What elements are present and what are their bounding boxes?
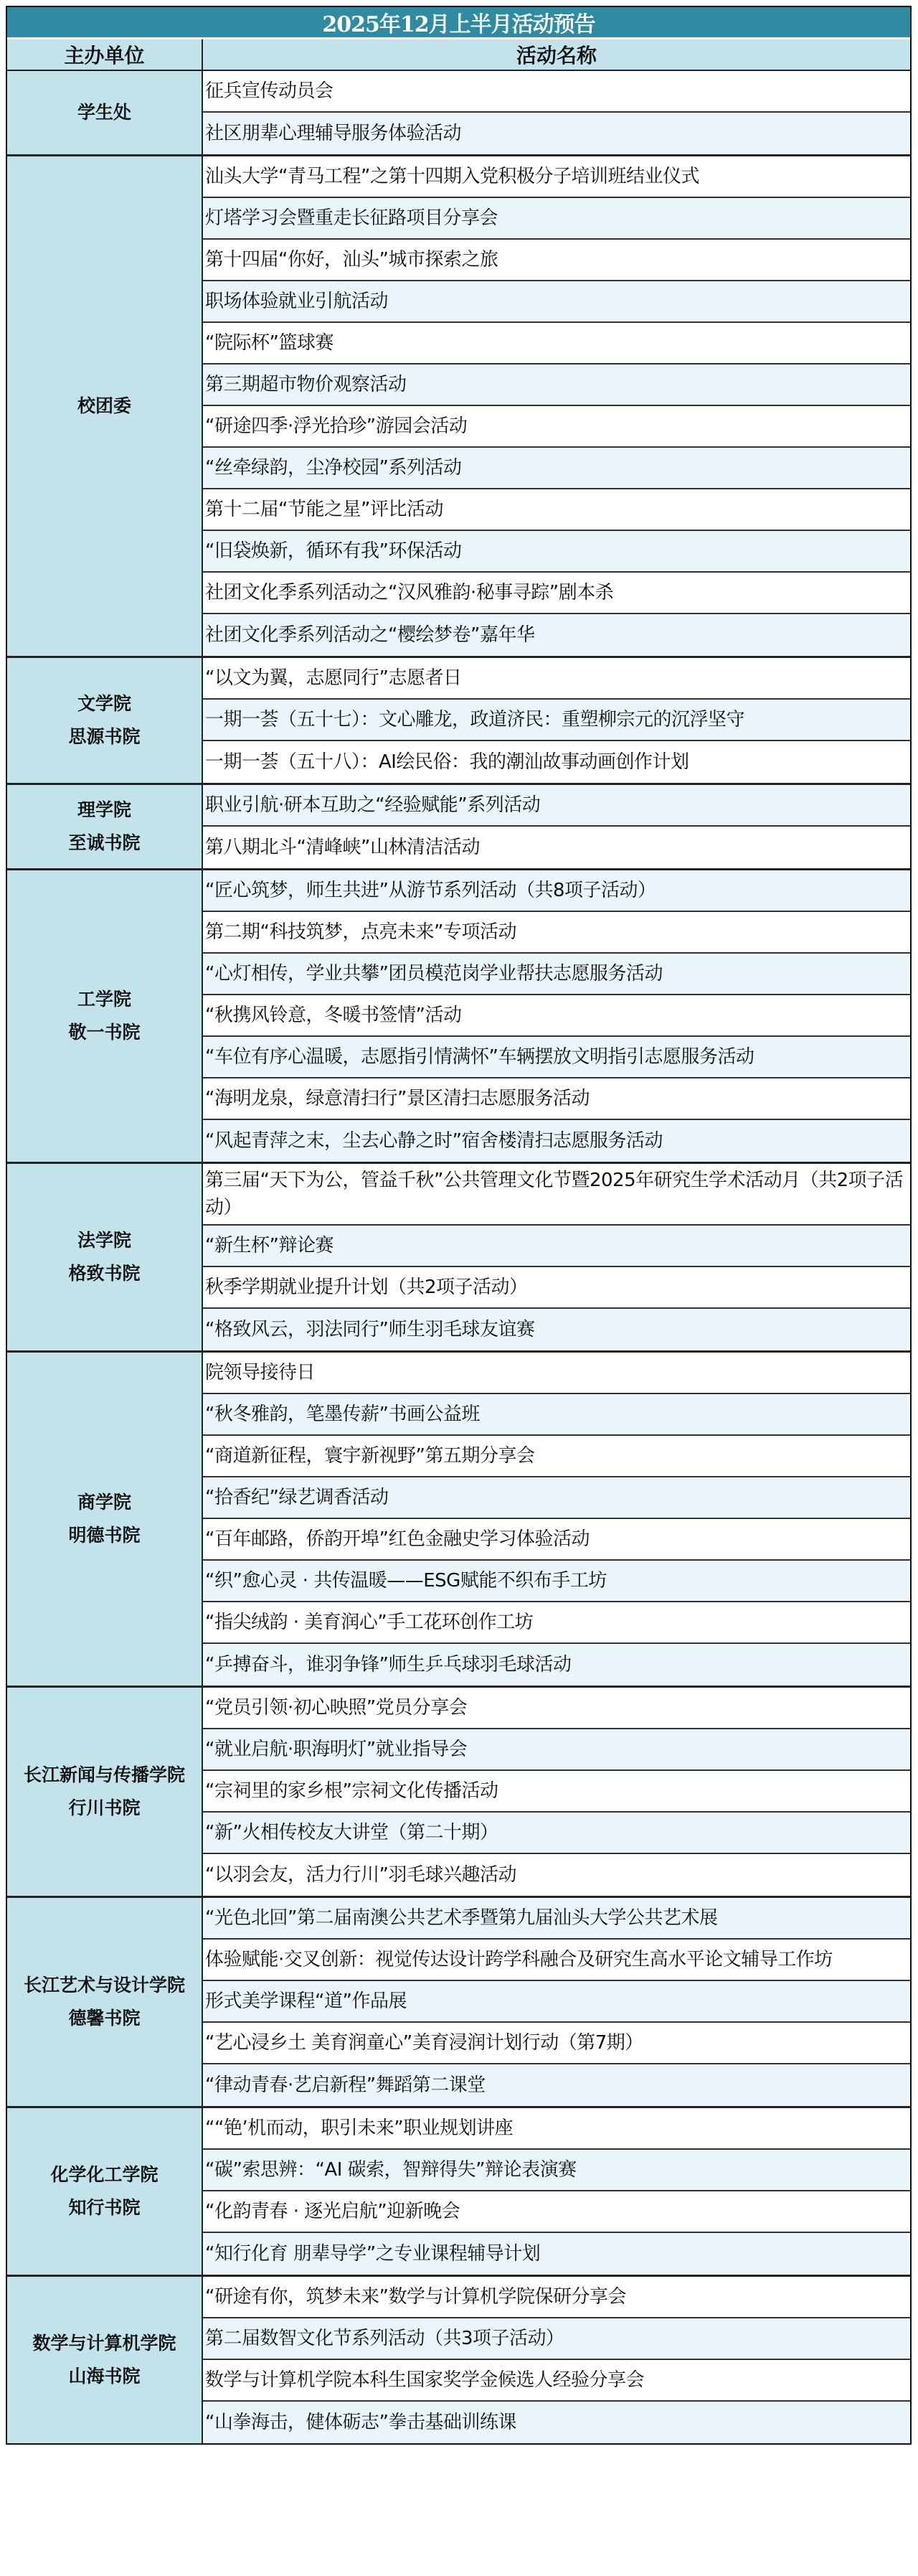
activity-row: 汕头大学“青马工程”之第十四期入党积极分子培训班结业仪式	[203, 156, 910, 198]
org-cell	[7, 870, 203, 1162]
org-section	[7, 2108, 910, 2277]
org-name-line: 法学院	[77, 1230, 131, 1251]
activity-row: “乒搏奋斗，谁羽争锋”师生乒乓球羽毛球活动	[203, 1644, 910, 1686]
activity-row: “研途四季·浮光拾珍”游园会活动	[203, 406, 910, 448]
activity-row: “新生杯”辩论赛	[203, 1226, 910, 1267]
activity-row: 形式美学课程“道”作品展	[203, 1981, 910, 2023]
activity-row: “党员引领·初心映照”党员分享会	[203, 1688, 910, 1729]
activity-row: “海明龙泉，绿意清扫行”景区清扫志愿服务活动	[203, 1078, 910, 1120]
column-header-org: 主办单位	[7, 39, 203, 70]
activity-row: “风起青萍之末，尘去心静之时”宿舍楼清扫志愿服务活动	[203, 1120, 910, 1162]
org-name-line: 知行书院	[68, 2197, 141, 2218]
org-cell	[7, 71, 203, 154]
activity-row: “秋携风铃意，冬暖书签情”活动	[203, 995, 910, 1037]
activity-row: 第二期“科技筑梦，点亮未来”专项活动	[203, 912, 910, 954]
org-name-line: 数学与计算机学院	[32, 2333, 176, 2354]
org-cell	[7, 1688, 203, 1896]
org-name-line: 文学院	[77, 693, 131, 714]
activity-row: “秋冬雅韵，笔墨传薪”书画公益班	[203, 1394, 910, 1436]
activity-row: 职场体验就业引航活动	[203, 281, 910, 323]
org-name-line: 学生处	[77, 102, 131, 123]
activity-list	[203, 785, 910, 868]
activity-row: 体验赋能·交叉创新：视觉传达设计跨学科融合及研究生高水平论文辅导工作坊	[203, 1940, 910, 1981]
activity-row: “织”愈心灵 · 共传温暖——ESG赋能不织布手工坊	[203, 1561, 910, 1602]
activity-row: “艺心浸乡土 美育润童心”美育浸润计划行动（第7期）	[203, 2023, 910, 2064]
org-cell	[7, 785, 203, 868]
table-body	[7, 71, 910, 2443]
activity-row: 社团文化季系列活动之“樱绘梦卷”嘉年华	[203, 614, 910, 656]
activity-list	[203, 2108, 910, 2275]
activity-list	[203, 1164, 910, 1350]
activity-row: “碳”索思辨：“AI 碳索，智辩得失”辩论表演赛	[203, 2150, 910, 2191]
activity-row: 第三期超市物价观察活动	[203, 365, 910, 406]
activity-row: “丝牵绿韵，尘净校园”系列活动	[203, 448, 910, 489]
org-name-line: 长江艺术与设计学院	[23, 1975, 185, 1996]
activity-row: 第二届数智文化节系列活动（共3项子活动）	[203, 2318, 910, 2360]
org-name-line: 长江新闻与传播学院	[23, 1764, 185, 1785]
activity-row: “商道新征程，寰宇新视野”第五期分享会	[203, 1436, 910, 1477]
org-name-line: 化学化工学院	[50, 2164, 158, 2185]
org-cell	[7, 1164, 203, 1350]
activity-row: “百年邮路，侨韵开埠”红色金融史学习体验活动	[203, 1519, 910, 1561]
activity-row: “宗祠里的家乡根”宗祠文化传播活动	[203, 1771, 910, 1813]
activity-row: 灯塔学习会暨重走长征路项目分享会	[203, 198, 910, 240]
activity-row: “就业启航·职海明灯”就业指导会	[203, 1729, 910, 1771]
org-name-line: 工学院	[77, 989, 131, 1010]
activity-list	[203, 156, 910, 656]
org-section	[7, 71, 910, 156]
activity-row: 第十四届“你好，汕头”城市探索之旅	[203, 240, 910, 281]
org-name-line: 行川书院	[68, 1797, 141, 1818]
org-section	[7, 658, 910, 785]
org-name-line: 商学院	[77, 1492, 131, 1513]
activity-list	[203, 1353, 910, 1686]
activity-row: “以羽会友，活力行川”羽毛球兴趣活动	[203, 1854, 910, 1896]
activity-row: “车位有序心温暖，志愿指引情满怀”车辆摆放文明指引志愿服务活动	[203, 1037, 910, 1078]
org-cell	[7, 156, 203, 656]
activity-row: 第十二届“节能之星”评比活动	[203, 489, 910, 531]
org-cell	[7, 2108, 203, 2275]
activity-row: “指尖绒韵 · 美育润心”手工花环创作工坊	[203, 1602, 910, 1644]
org-section	[7, 1898, 910, 2108]
table-title: 2025年12月上半月活动预告	[7, 7, 910, 39]
activity-row: 征兵宣传动员会	[203, 71, 910, 113]
org-section	[7, 2277, 910, 2443]
activity-row: “以文为翼，志愿同行”志愿者日	[203, 658, 910, 700]
activity-row: 一期一荟（五十七）：文心雕龙，政道济民：重塑柳宗元的沉浮坚守	[203, 700, 910, 741]
org-name-line: 山海书院	[68, 2366, 141, 2387]
org-cell	[7, 1898, 203, 2106]
activity-schedule-table	[6, 6, 912, 2445]
activity-row: 秋季学期就业提升计划（共2项子活动）	[203, 1267, 910, 1309]
activity-row: 数学与计算机学院本科生国家奖学金候选人经验分享会	[203, 2360, 910, 2402]
org-name-line: 德馨书院	[68, 2008, 141, 2029]
activity-row: 职业引航·研本互助之“经验赋能”系列活动	[203, 785, 910, 827]
table-header-row	[7, 39, 910, 71]
org-cell	[7, 2277, 203, 2443]
activity-row: “匠心筑梦，师生共进”从游节系列活动（共8项子活动）	[203, 870, 910, 912]
activity-row: 社团文化季系列活动之“汉风雅韵·秘事寻踪”剧本杀	[203, 573, 910, 614]
activity-row: “化韵青春 · 逐光启航”迎新晚会	[203, 2191, 910, 2233]
activity-row: “山拳海击，健体砺志”拳击基础训练课	[203, 2402, 910, 2443]
org-name-line: 格致书院	[68, 1263, 141, 1284]
org-name-line: 至诚书院	[68, 832, 141, 853]
activity-row: “新”火相传校友大讲堂（第二十期）	[203, 1813, 910, 1854]
org-section	[7, 1688, 910, 1898]
activity-row: ““铯’机而动，职引未来”职业规划讲座	[203, 2108, 910, 2150]
column-header-activity: 活动名称	[516, 44, 597, 67]
activity-row: “旧袋焕新，循环有我”环保活动	[203, 531, 910, 573]
org-name-line: 敬一书院	[68, 1022, 141, 1043]
org-section	[7, 785, 910, 870]
activity-list	[203, 2277, 910, 2443]
activity-row: 院领导接待日	[203, 1353, 910, 1394]
activity-row: “知行化育 朋辈导学”之专业课程辅导计划	[203, 2233, 910, 2275]
activity-row: “拾香纪”绿艺调香活动	[203, 1477, 910, 1519]
activity-row: “律动青春·艺启新程”舞蹈第二课堂	[203, 2064, 910, 2106]
activity-list	[203, 1688, 910, 1896]
activity-row: 社区朋辈心理辅导服务体验活动	[203, 113, 910, 154]
activity-row: 第三届“天下为公，管益千秋”公共管理文化节暨2025年研究生学术活动月（共2项子活动）	[203, 1164, 910, 1226]
activity-row: 第八期北斗“清峰峡”山林清洁活动	[203, 827, 910, 868]
activity-list	[203, 658, 910, 783]
org-name-line: 理学院	[77, 799, 131, 820]
activity-row: “光色北回”第二届南澳公共艺术季暨第九届汕头大学公共艺术展	[203, 1898, 910, 1940]
activity-list	[203, 71, 910, 154]
org-cell	[7, 658, 203, 783]
org-section	[7, 156, 910, 658]
activity-row: “研途有你，筑梦未来”数学与计算机学院保研分享会	[203, 2277, 910, 2318]
org-section	[7, 870, 910, 1164]
activity-row: “院际杯”篮球赛	[203, 323, 910, 365]
org-name-line: 明德书院	[68, 1525, 141, 1546]
org-section	[7, 1164, 910, 1353]
org-name-line: 校团委	[77, 395, 131, 416]
org-section	[7, 1353, 910, 1688]
activity-row: 一期一荟（五十八）：AI绘民俗：我的潮汕故事动画创作计划	[203, 741, 910, 783]
activity-list	[203, 870, 910, 1162]
org-name-line: 思源书院	[68, 726, 141, 747]
activity-row: “心灯相传，学业共攀”团员模范岗学业帮扶志愿服务活动	[203, 954, 910, 995]
org-cell	[7, 1353, 203, 1686]
activity-row: “格致风云，羽法同行”师生羽毛球友谊赛	[203, 1309, 910, 1350]
activity-list	[203, 1898, 910, 2106]
